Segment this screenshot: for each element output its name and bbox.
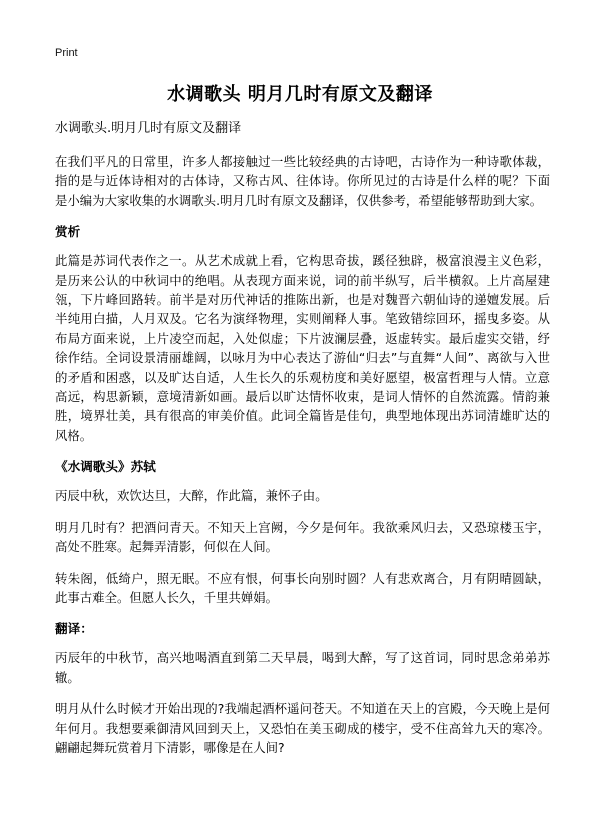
translation-heading: 翻译： [55, 621, 93, 637]
page-title: 水调歌头 明月几时有原文及翻译 [167, 84, 433, 105]
poem-stanza-1: 明月几时有？把酒问青天。不知天上宫阙，今夕是何年。我欲乘风归去，又恐琼楼玉宇，高处不胜寒。起舞弄清影，何似在人间。 [55, 519, 550, 555]
translation-paragraph-2: 明月从什么时候才开始出现的?我端起酒杯遥问苍天。不知道在天上的宫殿，今天晚上是何年何月。我想要乘御清风回到天上，又恐怕在美玉砌成的楼宇，受不住高耸九天的寒冷。翩翩起舞玩赏着月下清影，哪像是在人间? [55, 701, 550, 755]
poem-preface: 丙辰中秋，欢饮达旦，大醉，作此篇，兼怀子由。 [55, 488, 328, 504]
translation-paragraph-1: 丙辰年的中秋节，高兴地喝酒直到第二天早晨，喝到大醉，写了这首词，同时思念弟弟苏辙。 [55, 650, 550, 685]
article-subtitle: 水调歌头.明月几时有原文及翻译 [55, 121, 242, 136]
article-body [55, 120, 550, 769]
poem-stanza-2: 转朱阁，低绮户，照无眠。不应有恨，何事长向别时圆？人有悲欢离合，月有阴晴圆缺，此事古难全。但愿人长久，千里共婵娟。 [55, 570, 550, 605]
appreciation-paragraph: 此篇是苏词代表作之一。从艺术成就上看，它构思奇拔，蹊径独辟，极富浪漫主义色彩，是历来公认的中秋词中的绝唱。从表现方面来说，词的前半纵写，后半横叙。上片高屋建瓴，下片峰回路转。前半是对历代神话的推陈出新，也是对魏晋六朝仙诗的递嬗发展。后半纯用白描，人月双及。它名为演绎物理，实则阐释人事。笔致错综回环，摇曳多姿。从布局方面来说，上片凌空而起，入处似虚；下片波澜层叠，返虚转实。最后虚实交错，纾徐作结。全词设景清丽雄阔，以咏月为中心表达了游仙“归去”与直舞“人间”、离欲与入世的矛盾和困惑，以及旷达自适，人生长久的乐观枋度和美好愿望，极富哲理与人情。立意高远，构思新颖，意境清新如画。最后以旷达情怀收束，是词人情怀的自然流露。情韵兼胜，境界壮美，具有很高的审美价值。此词全篇皆是佳句，典型地体现出苏词清雄旷达的风格。 [55, 253, 550, 443]
print-label[interactable]: Print [55, 47, 78, 59]
poem-heading: 《水调歌头》苏轼 [55, 459, 156, 475]
intro-paragraph: 在我们平凡的日常里，许多人都接触过一些比较经典的古诗吧，古诗作为一种诗歌体裁，指的是与近体诗相对的古体诗，又称古风、往体诗。你所见过的古诗是什么样的呢？下面是小编为大家收集的水调歌头.明月几时有原文及翻译，仅供参考，希望能够帮助到大家。 [55, 154, 550, 208]
appreciation-heading: 赏析 [55, 224, 81, 240]
